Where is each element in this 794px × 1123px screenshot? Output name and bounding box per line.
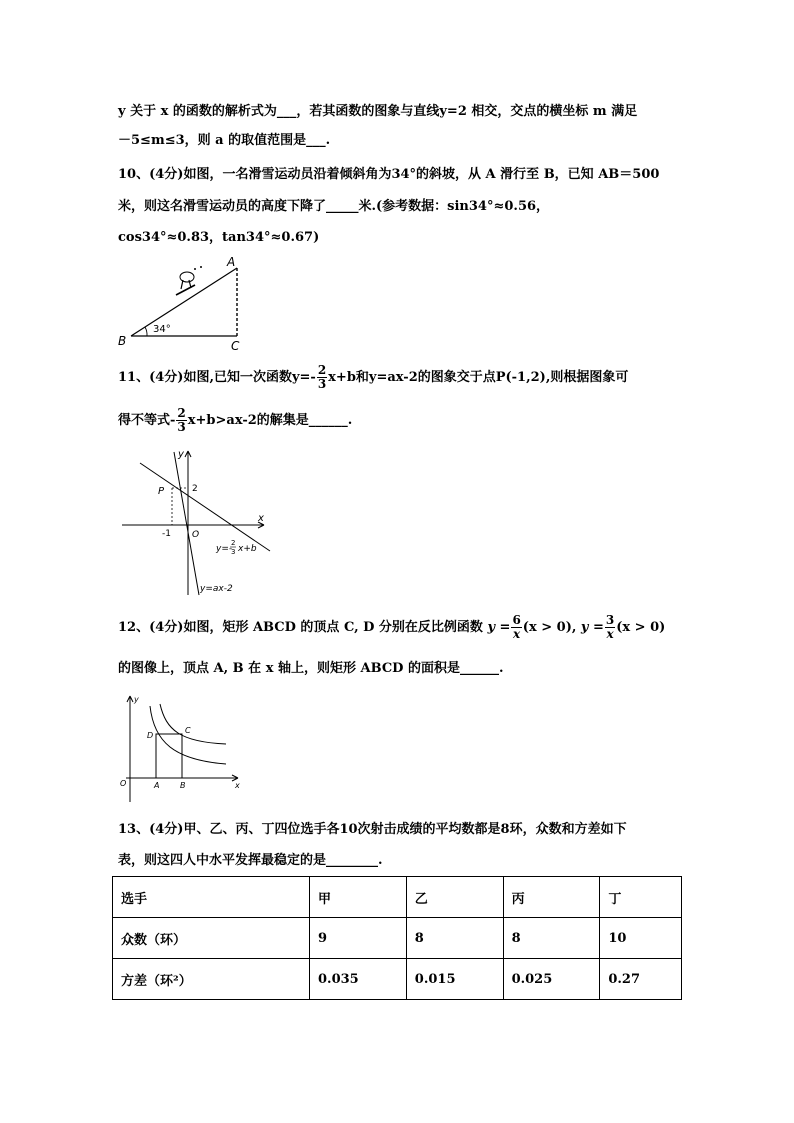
point-b-label: B — [180, 781, 186, 790]
score-table — [112, 876, 682, 1000]
q10-line3: cos34°≈0.83，tan34°≈0.67) — [118, 230, 320, 245]
table-cell: 0.035 — [310, 959, 407, 1000]
table-cell: 8 — [503, 918, 600, 959]
table-cell: 方差（环²） — [113, 959, 310, 1000]
origin-label: O — [192, 530, 200, 540]
header-cell: 选手 — [113, 877, 310, 918]
table-cell: 众数（环） — [113, 918, 310, 959]
table-cell: 0.025 — [503, 959, 600, 1000]
line1-label-tail: x+b — [238, 544, 257, 554]
tick-neg1: -1 — [162, 529, 171, 539]
q13-line1: 13、(4分)甲、乙、丙、丁四位选手各10次射击成绩的平均数都是8环，众数和方差如下 — [118, 822, 627, 837]
x-axis-label: x — [258, 513, 264, 524]
header-cell: 甲 — [310, 877, 407, 918]
table-row — [113, 918, 682, 959]
q11-graph-figure — [118, 445, 278, 600]
q11-line1: 11、(4分)如图,已知一次函数y=- $\frac{2}{3}$ x+b和y=ax-2的图象交于点P(-1,2),则根据图象可 — [118, 363, 629, 391]
point-d-label: D — [147, 731, 154, 740]
table-row — [113, 959, 682, 1000]
origin-label: O — [120, 779, 127, 788]
line2-label: y=ax-2 — [200, 584, 233, 594]
table-cell: 8 — [406, 918, 503, 959]
q10-line1: 10、(4分)如图，一名滑雪运动员沿着倾斜角为34°的斜坡，从 A 滑行至 B，已知 AB＝500 — [118, 167, 660, 182]
q9-line2: －5≤m≤3，则 a 的取值范围是___. — [118, 133, 331, 148]
table-header-row — [113, 877, 682, 918]
table-cell: 0.27 — [600, 959, 682, 1000]
label-c: C — [231, 339, 240, 353]
line1-frac-num: 2 — [231, 539, 236, 547]
point-c-label: C — [185, 726, 191, 735]
point-a-label: A — [154, 781, 160, 790]
label-a: A — [227, 255, 236, 269]
skier-icon — [176, 266, 202, 295]
q10-slope-figure — [115, 255, 255, 355]
line1-frac-den: 3 — [231, 548, 236, 556]
y-axis-label: y — [178, 449, 184, 460]
tick-2: 2 — [192, 484, 198, 494]
q13-line2: 表，则这四人中水平发挥最稳定的是________. — [118, 853, 383, 868]
angle-label: 34° — [153, 324, 171, 335]
table-cell: 10 — [600, 918, 682, 959]
header-cell: 乙 — [406, 877, 503, 918]
q12-line1: 12、(4分)如图，矩形 ABCD 的顶点 C, D 分别在反比例函数 y = $\frac{6}{x}$ (x > 0), y = $\frac{3}{x}$ (x > 0) — [118, 613, 666, 641]
table-cell: 0.015 — [406, 959, 503, 1000]
x-axis-label: x — [235, 781, 240, 790]
q11-line2: 得不等式- $\frac{2}{3}$ x+b>ax-2的解集是______. — [118, 406, 353, 434]
q12-line2: 的图像上，顶点 A, B 在 x 轴上，则矩形 ABCD 的面积是______. — [118, 661, 504, 676]
table-cell: 9 — [310, 918, 407, 959]
point-p-label: P — [158, 486, 165, 497]
q9-line1: y 关于 x 的函数的解析式为___，若其函数的图象与直线y=2 相交，交点的横坐标 m 满足 — [118, 104, 638, 119]
line1-label-prefix: y=- — [216, 544, 233, 554]
label-b: B — [118, 334, 127, 348]
header-cell: 丁 — [600, 877, 682, 918]
header-cell: 丙 — [503, 877, 600, 918]
y-axis-label: y — [134, 695, 139, 704]
q10-line2: 米，则这名滑雪运动员的高度下降了_____米.(参考数据：sin34°≈0.56， — [118, 199, 550, 214]
q12-rectangle-figure — [118, 692, 248, 807]
